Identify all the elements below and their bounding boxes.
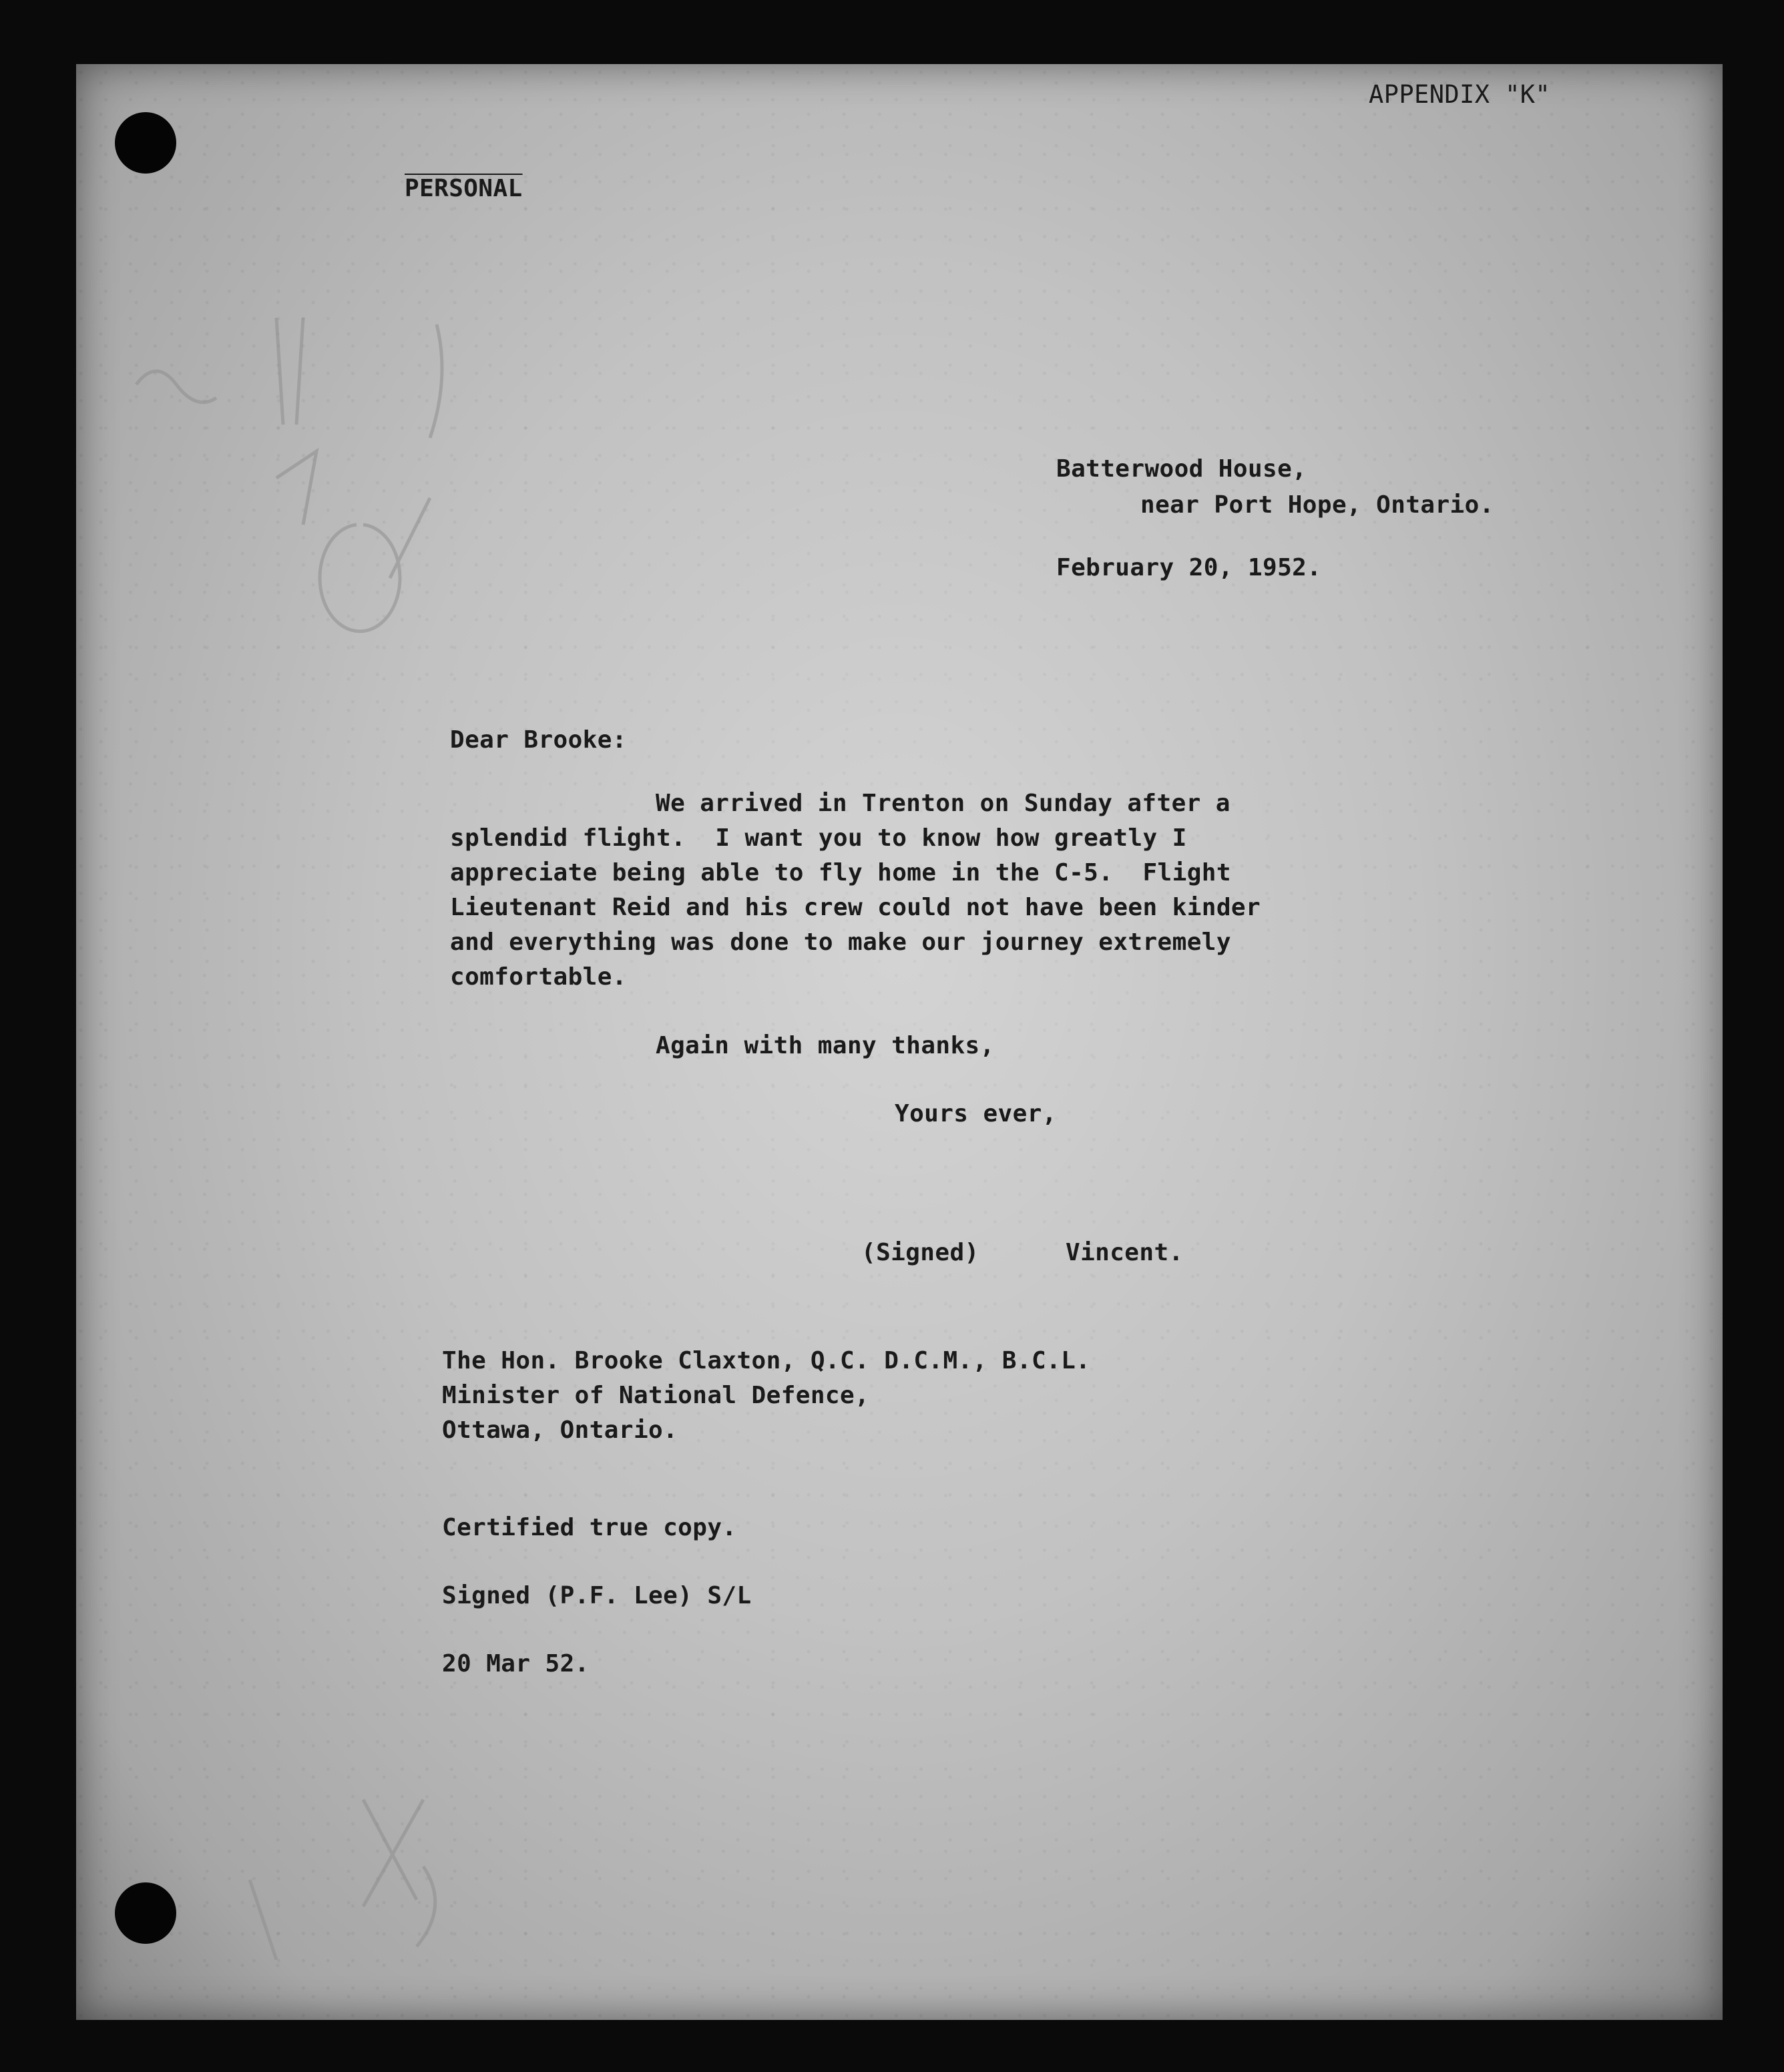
body-line-6: comfortable. [450,963,627,991]
signer-name: Vincent. [1066,1239,1184,1266]
sender-address-line-1: Batterwood House, [1056,455,1307,483]
certified-copy: Certified true copy. [442,1514,737,1541]
recipient-line-3: Ottawa, Ontario. [442,1416,678,1444]
body-line-3: appreciate being able to fly home in the C-5. Flight [450,859,1231,886]
salutation: Dear Brooke: [450,726,627,754]
punch-hole-top [115,112,176,174]
closing-thanks: Again with many thanks, [656,1032,995,1059]
closing-yours: Yours ever, [895,1100,1057,1127]
body-line-1: We arrived in Trenton on Sunday after a [656,790,1231,817]
recipient-line-1: The Hon. Brooke Claxton, Q.C. D.C.M., B.C.L. [442,1347,1091,1374]
body-line-2: splendid flight. I want you to know how greatly I [450,824,1187,852]
letter-date: February 20, 1952. [1056,554,1322,581]
body-line-4: Lieutenant Reid and his crew could not have been kinder [450,894,1261,921]
letter-paper [76,64,1723,2020]
body-line-5: and everything was done to make our journey extremely [450,929,1231,956]
certifier-signature: Signed (P.F. Lee) S/L [442,1582,752,1609]
signed-label: (Signed) [861,1239,979,1266]
recipient-line-2: Minister of National Defence, [442,1382,870,1409]
punch-hole-bottom [115,1882,176,1944]
sender-address-line-2: near Port Hope, Ontario. [1140,491,1494,519]
appendix-label: APPENDIX "K" [1369,80,1551,109]
certification-date: 20 Mar 52. [442,1650,590,1677]
personal-label: PERSONAL [405,175,523,202]
